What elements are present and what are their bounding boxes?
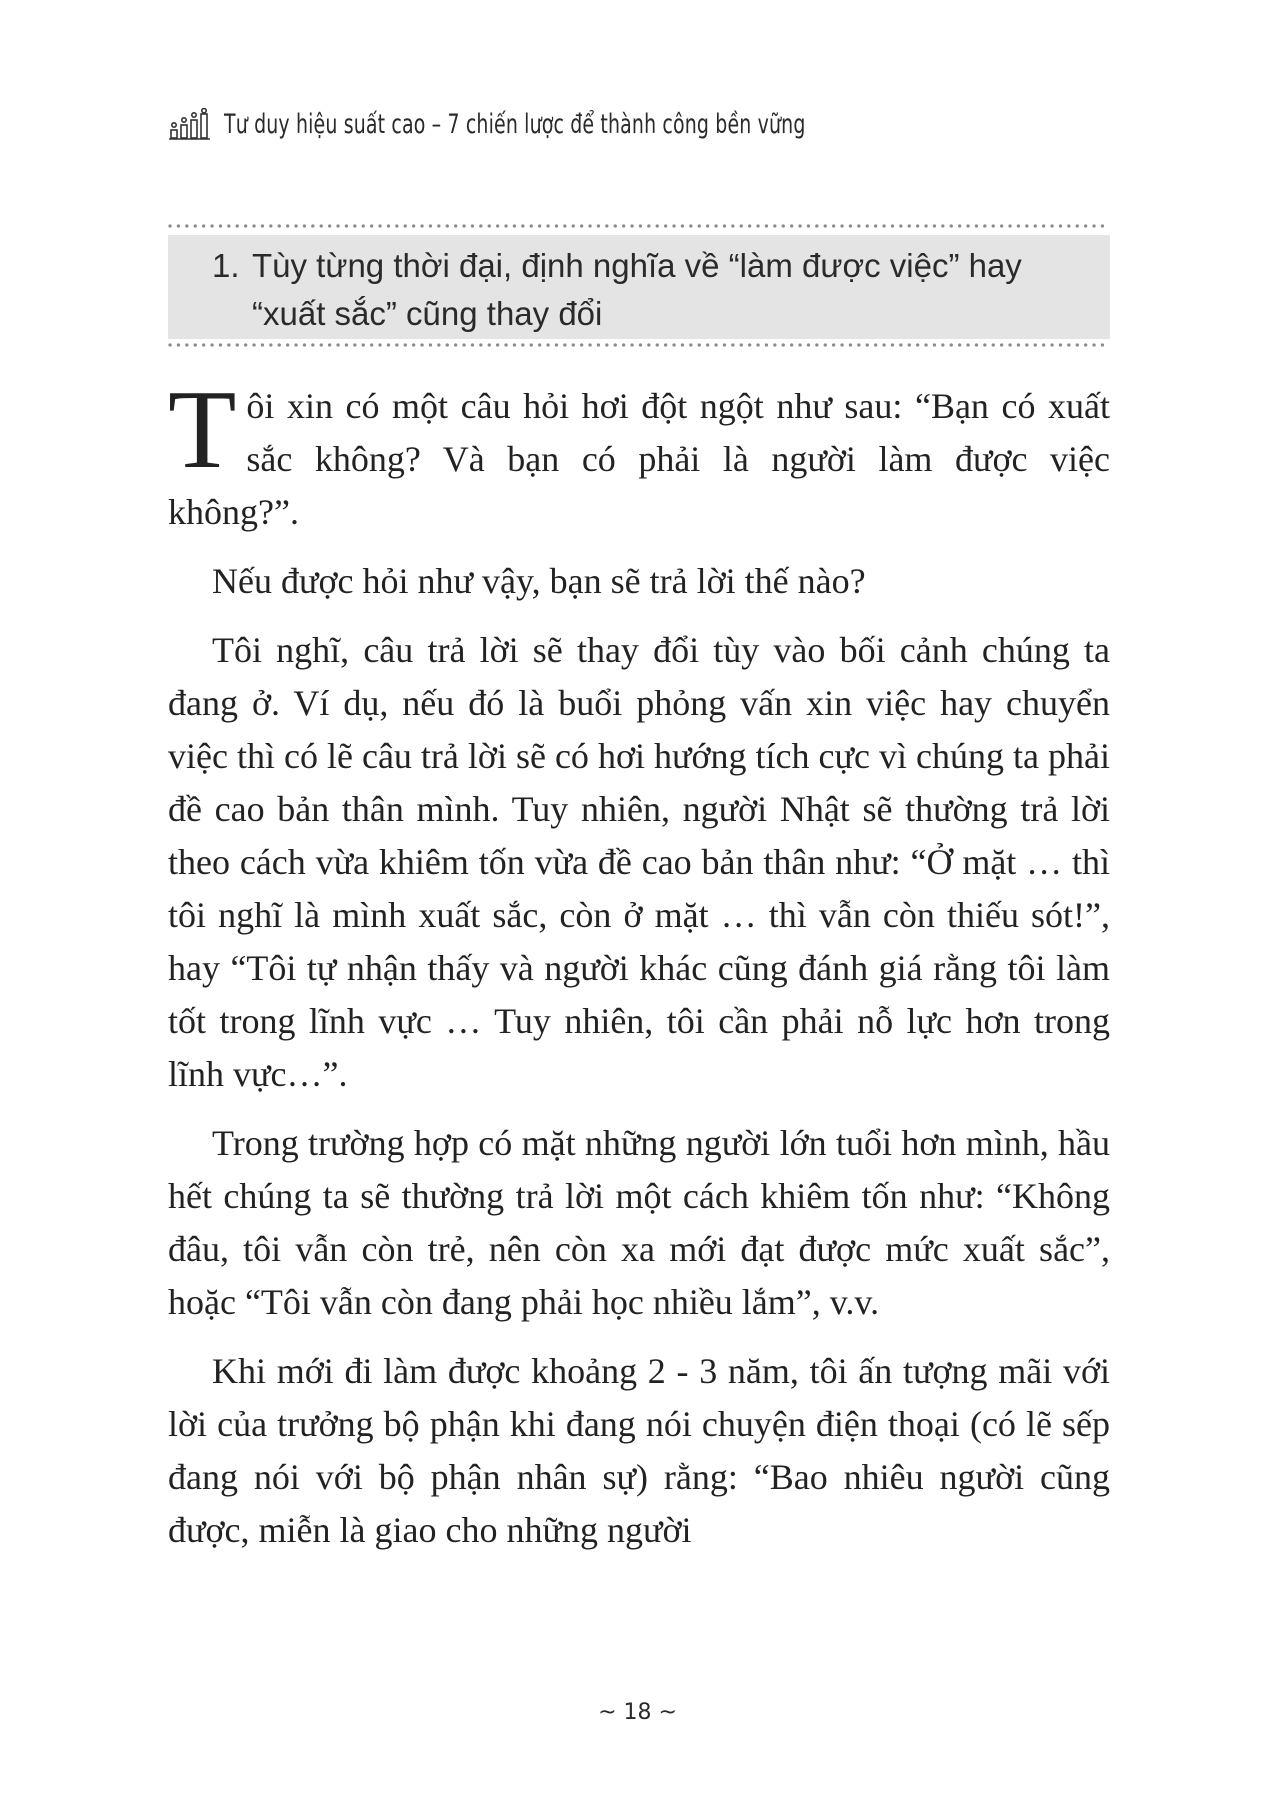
section-title-line1: Tùy từng thời đại, định nghĩa về “làm được việc” hay (252, 247, 1022, 284)
paragraph-2: Nếu được hỏi như vậy, bạn sẽ trả lời thế nào? (212, 561, 866, 601)
section-number: 1. (212, 247, 240, 284)
bar-chart-people-icon (168, 108, 214, 140)
paragraph-1 (168, 368, 1110, 539)
book-title: Tư duy hiệu suất cao – 7 chiến lược để thành công bền vững (224, 108, 806, 140)
paragraph-4: Trong trường hợp có mặt những người lớn tuổi hơn mình, hầu hết chúng ta sẽ thường trả lời một cách khiêm tốn như: “Không đâu, tôi vẫn còn trẻ, nên còn xa mới đạt được mức xuất sắc”, hoặc “Tôi vẫn còn đang phải học nhiều lắm”, v.v. (168, 1123, 1110, 1322)
drop-cap: T (168, 368, 237, 492)
section-title-line2: “xuất sắc” cũng thay đổi (252, 295, 603, 332)
section-heading (212, 242, 1092, 338)
paragraph-1-text: ôi xin có một câu hỏi hơi đột ngột như sau: “Bạn có xuất sắc không? Và bạn có phải là người làm được việc không?”. (168, 386, 1110, 532)
running-header (168, 100, 970, 148)
body-text (168, 368, 1110, 1573)
paragraph-3: Tôi nghĩ, câu trả lời sẽ thay đổi tùy vào bối cảnh chúng ta đang ở. Ví dụ, nếu đó là buổi phỏng vấn xin việc hay chuyển việc thì có lẽ câu trả lời sẽ có hơi hướng tích cực vì chúng ta phải đề cao bản thân mình. Tuy nhiên, người Nhật sẽ thường trả lời theo cách vừa khiêm tốn vừa đề cao bản thân như: “Ở mặt … thì tôi nghĩ là mình xuất sắc, còn ở mặt … thì vẫn còn thiếu sót!”, hay “Tôi tự nhận thấy và người khác cũng đánh giá rằng tôi làm tốt trong lĩnh vực … Tuy nhiên, tôi cần phải nỗ lực hơn trong lĩnh vực…”. (168, 630, 1110, 1094)
dotted-divider-bottom (168, 342, 1110, 348)
page-number: ~ 18 ~ (598, 1700, 677, 1725)
dotted-divider-top (168, 223, 1110, 229)
paragraph-5: Khi mới đi làm được khoảng 2 - 3 năm, tôi ấn tượng mãi với lời của trưởng bộ phận khi đang nói chuyện điện thoại (có lẽ sếp đang nói với bộ phận nhân sự) rằng: “Bao nhiêu người cũng được, miễn là giao cho những người (168, 1351, 1110, 1550)
